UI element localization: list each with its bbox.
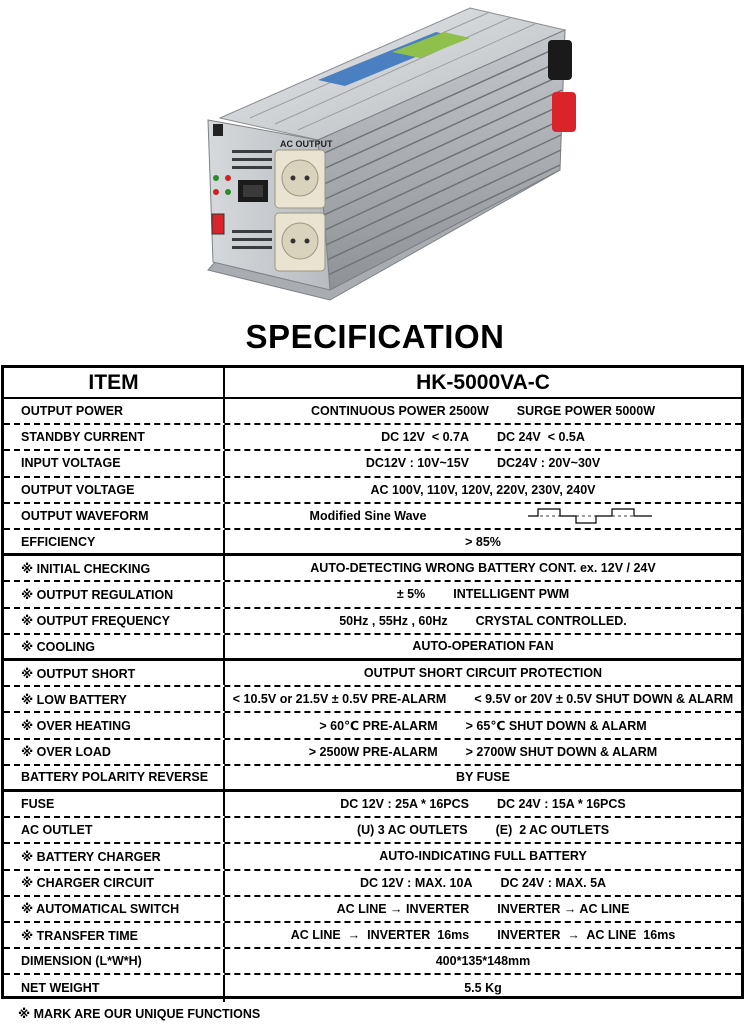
row-item-label: OUTPUT WAVEFORM: [4, 504, 225, 528]
row-item-label: OUTPUT VOLTAGE: [4, 478, 225, 502]
header-model: HK-5000VA-C: [416, 370, 550, 394]
row-value-part: Modified Sine Wave: [309, 508, 427, 523]
table-row: [4, 582, 741, 608]
row-item-label: ※ OVER HEATING: [4, 713, 225, 737]
table-row: [4, 635, 741, 661]
row-value-part: DC 24V : MAX. 5A: [500, 875, 607, 890]
row-value-part: 400*135*148mm: [435, 954, 531, 969]
row-value-part: CRYSTAL CONTROLLED.: [475, 613, 627, 628]
row-item-label: ※ AUTOMATICAL SWITCH: [4, 897, 225, 921]
row-value-part: (U) 3 AC OUTLETS: [356, 823, 468, 838]
row-value: [225, 949, 741, 973]
row-value-part: AUTO-DETECTING WRONG BATTERY CONT. ex. 12V / 24V: [310, 561, 656, 576]
row-value-part: DC 12V < 0.7A: [381, 430, 469, 445]
header-item: ITEM: [4, 368, 225, 397]
row-value-part: CONTINUOUS POWER 2500W: [310, 404, 489, 419]
table-row: [4, 975, 741, 1001]
row-value-part: DC 24V < 0.5A: [497, 430, 585, 445]
table-row: [4, 556, 741, 582]
row-value-part: DC 12V : MAX. 10A: [359, 875, 473, 890]
row-value: [225, 609, 741, 633]
row-item-label: STANDBY CURRENT: [4, 425, 225, 449]
terminal-red: [552, 92, 576, 132]
row-value: [225, 451, 741, 475]
table-row: [4, 687, 741, 713]
row-item-label: ※ OUTPUT SHORT: [4, 661, 225, 685]
row-value-part: > 85%: [465, 534, 501, 549]
row-value: [225, 478, 741, 502]
table-row: [4, 425, 741, 451]
product-image: [0, 0, 750, 320]
row-value-part: INVERTER → AC LINE 16ms: [497, 928, 676, 943]
row-item-label: EFFICIENCY: [4, 530, 225, 553]
table-row: [4, 478, 741, 504]
row-value-part: AUTO-OPERATION FAN: [412, 639, 554, 654]
row-value: [225, 661, 741, 685]
row-item-label: ※ TRANSFER TIME: [4, 923, 225, 947]
waveform-icon: [526, 505, 656, 527]
row-item-label: DIMENSION (L*W*H): [4, 949, 225, 973]
row-item-label: ※ INITIAL CHECKING: [4, 556, 225, 580]
row-item-label: ※ OUTPUT REGULATION: [4, 582, 225, 606]
table-row: [4, 740, 741, 766]
table-header: [4, 368, 741, 399]
row-item-label: NET WEIGHT: [4, 975, 225, 1001]
row-value: [225, 844, 741, 868]
row-value-part: 5.5 Kg: [464, 981, 502, 996]
page-title: SPECIFICATION: [245, 318, 505, 355]
row-value-part: > 2700W SHUT DOWN & ALARM: [465, 744, 658, 759]
row-value-part: (E) 2 AC OUTLETS: [495, 823, 610, 838]
row-value: [225, 556, 741, 580]
row-value: [225, 399, 741, 423]
row-value: [225, 792, 741, 816]
table-row: [4, 399, 741, 425]
table-row: [4, 766, 741, 792]
row-value-part: SURGE POWER 5000W: [516, 404, 656, 419]
table-row: [4, 713, 741, 739]
row-value: [225, 504, 741, 528]
row-value: [225, 897, 741, 921]
footnote: ※ MARK ARE OUR UNIQUE FUNCTIONS: [18, 1007, 261, 1021]
row-value-part: DC24V : 20V~30V: [497, 456, 601, 471]
row-value: [225, 425, 741, 449]
row-value: [225, 740, 741, 764]
table-row: [4, 661, 741, 687]
row-value-part: ± 5%: [396, 587, 426, 602]
row-value-part: AUTO-INDICATING FULL BATTERY: [379, 849, 587, 864]
row-value-part: < 10.5V or 21.5V ± 0.5V PRE-ALARM: [232, 692, 447, 707]
row-value-part: OUTPUT SHORT CIRCUIT PROTECTION: [363, 666, 603, 681]
row-value-part: INTELLIGENT PWM: [453, 587, 570, 602]
row-value: [225, 530, 741, 553]
row-value: [225, 635, 741, 658]
row-item-label: ※ COOLING: [4, 635, 225, 658]
row-value: [225, 582, 741, 606]
row-value: [225, 687, 741, 711]
row-value-part: 50Hz , 55Hz , 60Hz: [339, 613, 448, 628]
row-value: [225, 975, 741, 1001]
row-item-label: OUTPUT POWER: [4, 399, 225, 423]
table-row: [4, 451, 741, 477]
row-value: [225, 871, 741, 895]
row-value-part: AC 100V, 110V, 120V, 220V, 230V, 240V: [370, 482, 596, 497]
row-value: [225, 713, 741, 737]
row-item-label: ※ LOW BATTERY: [4, 687, 225, 711]
table-row: [4, 504, 741, 530]
row-item-label: FUSE: [4, 792, 225, 816]
row-item-label: ※ OVER LOAD: [4, 740, 225, 764]
row-item-label: INPUT VOLTAGE: [4, 451, 225, 475]
row-item-label: BATTERY POLARITY REVERSE: [4, 766, 225, 789]
row-item-label: AC OUTLET: [4, 818, 225, 842]
terminal-black: [548, 40, 572, 80]
table-row: [4, 871, 741, 897]
row-value: [225, 818, 741, 842]
table-row: [4, 923, 741, 949]
spec-table: [1, 365, 744, 999]
power-switch: [212, 214, 224, 234]
row-value: [225, 923, 741, 947]
row-item-label: ※ OUTPUT FREQUENCY: [4, 609, 225, 633]
row-value-part: INVERTER → AC LINE: [497, 901, 630, 916]
row-value-part: > 2500W PRE-ALARM: [308, 744, 438, 759]
table-row: [4, 844, 741, 870]
row-value-part: < 9.5V or 20V ± 0.5V SHUT DOWN & ALARM: [474, 692, 734, 707]
table-row: [4, 530, 741, 556]
row-value-part: AC LINE → INVERTER: [336, 901, 470, 916]
row-value: [225, 766, 741, 789]
row-item-label: ※ CHARGER CIRCUIT: [4, 871, 225, 895]
row-value-part: BY FUSE: [456, 770, 510, 785]
row-value-part: > 60℃ PRE-ALARM: [319, 718, 438, 733]
row-value-part: AC LINE → INVERTER 16ms: [290, 928, 470, 943]
row-value-part: DC 24V : 15A * 16PCS: [497, 797, 626, 812]
panel-label: AC OUTPUT: [280, 139, 333, 149]
row-value-part: > 65℃ SHUT DOWN & ALARM: [465, 718, 647, 733]
table-row: [4, 609, 741, 635]
table-row: [4, 792, 741, 818]
row-item-label: ※ BATTERY CHARGER: [4, 844, 225, 868]
row-value-part: DC 12V : 25A * 16PCS: [340, 797, 469, 812]
table-row: [4, 897, 741, 923]
row-value-part: DC12V : 10V~15V: [365, 456, 469, 471]
table-row: [4, 818, 741, 844]
table-row: [4, 949, 741, 975]
